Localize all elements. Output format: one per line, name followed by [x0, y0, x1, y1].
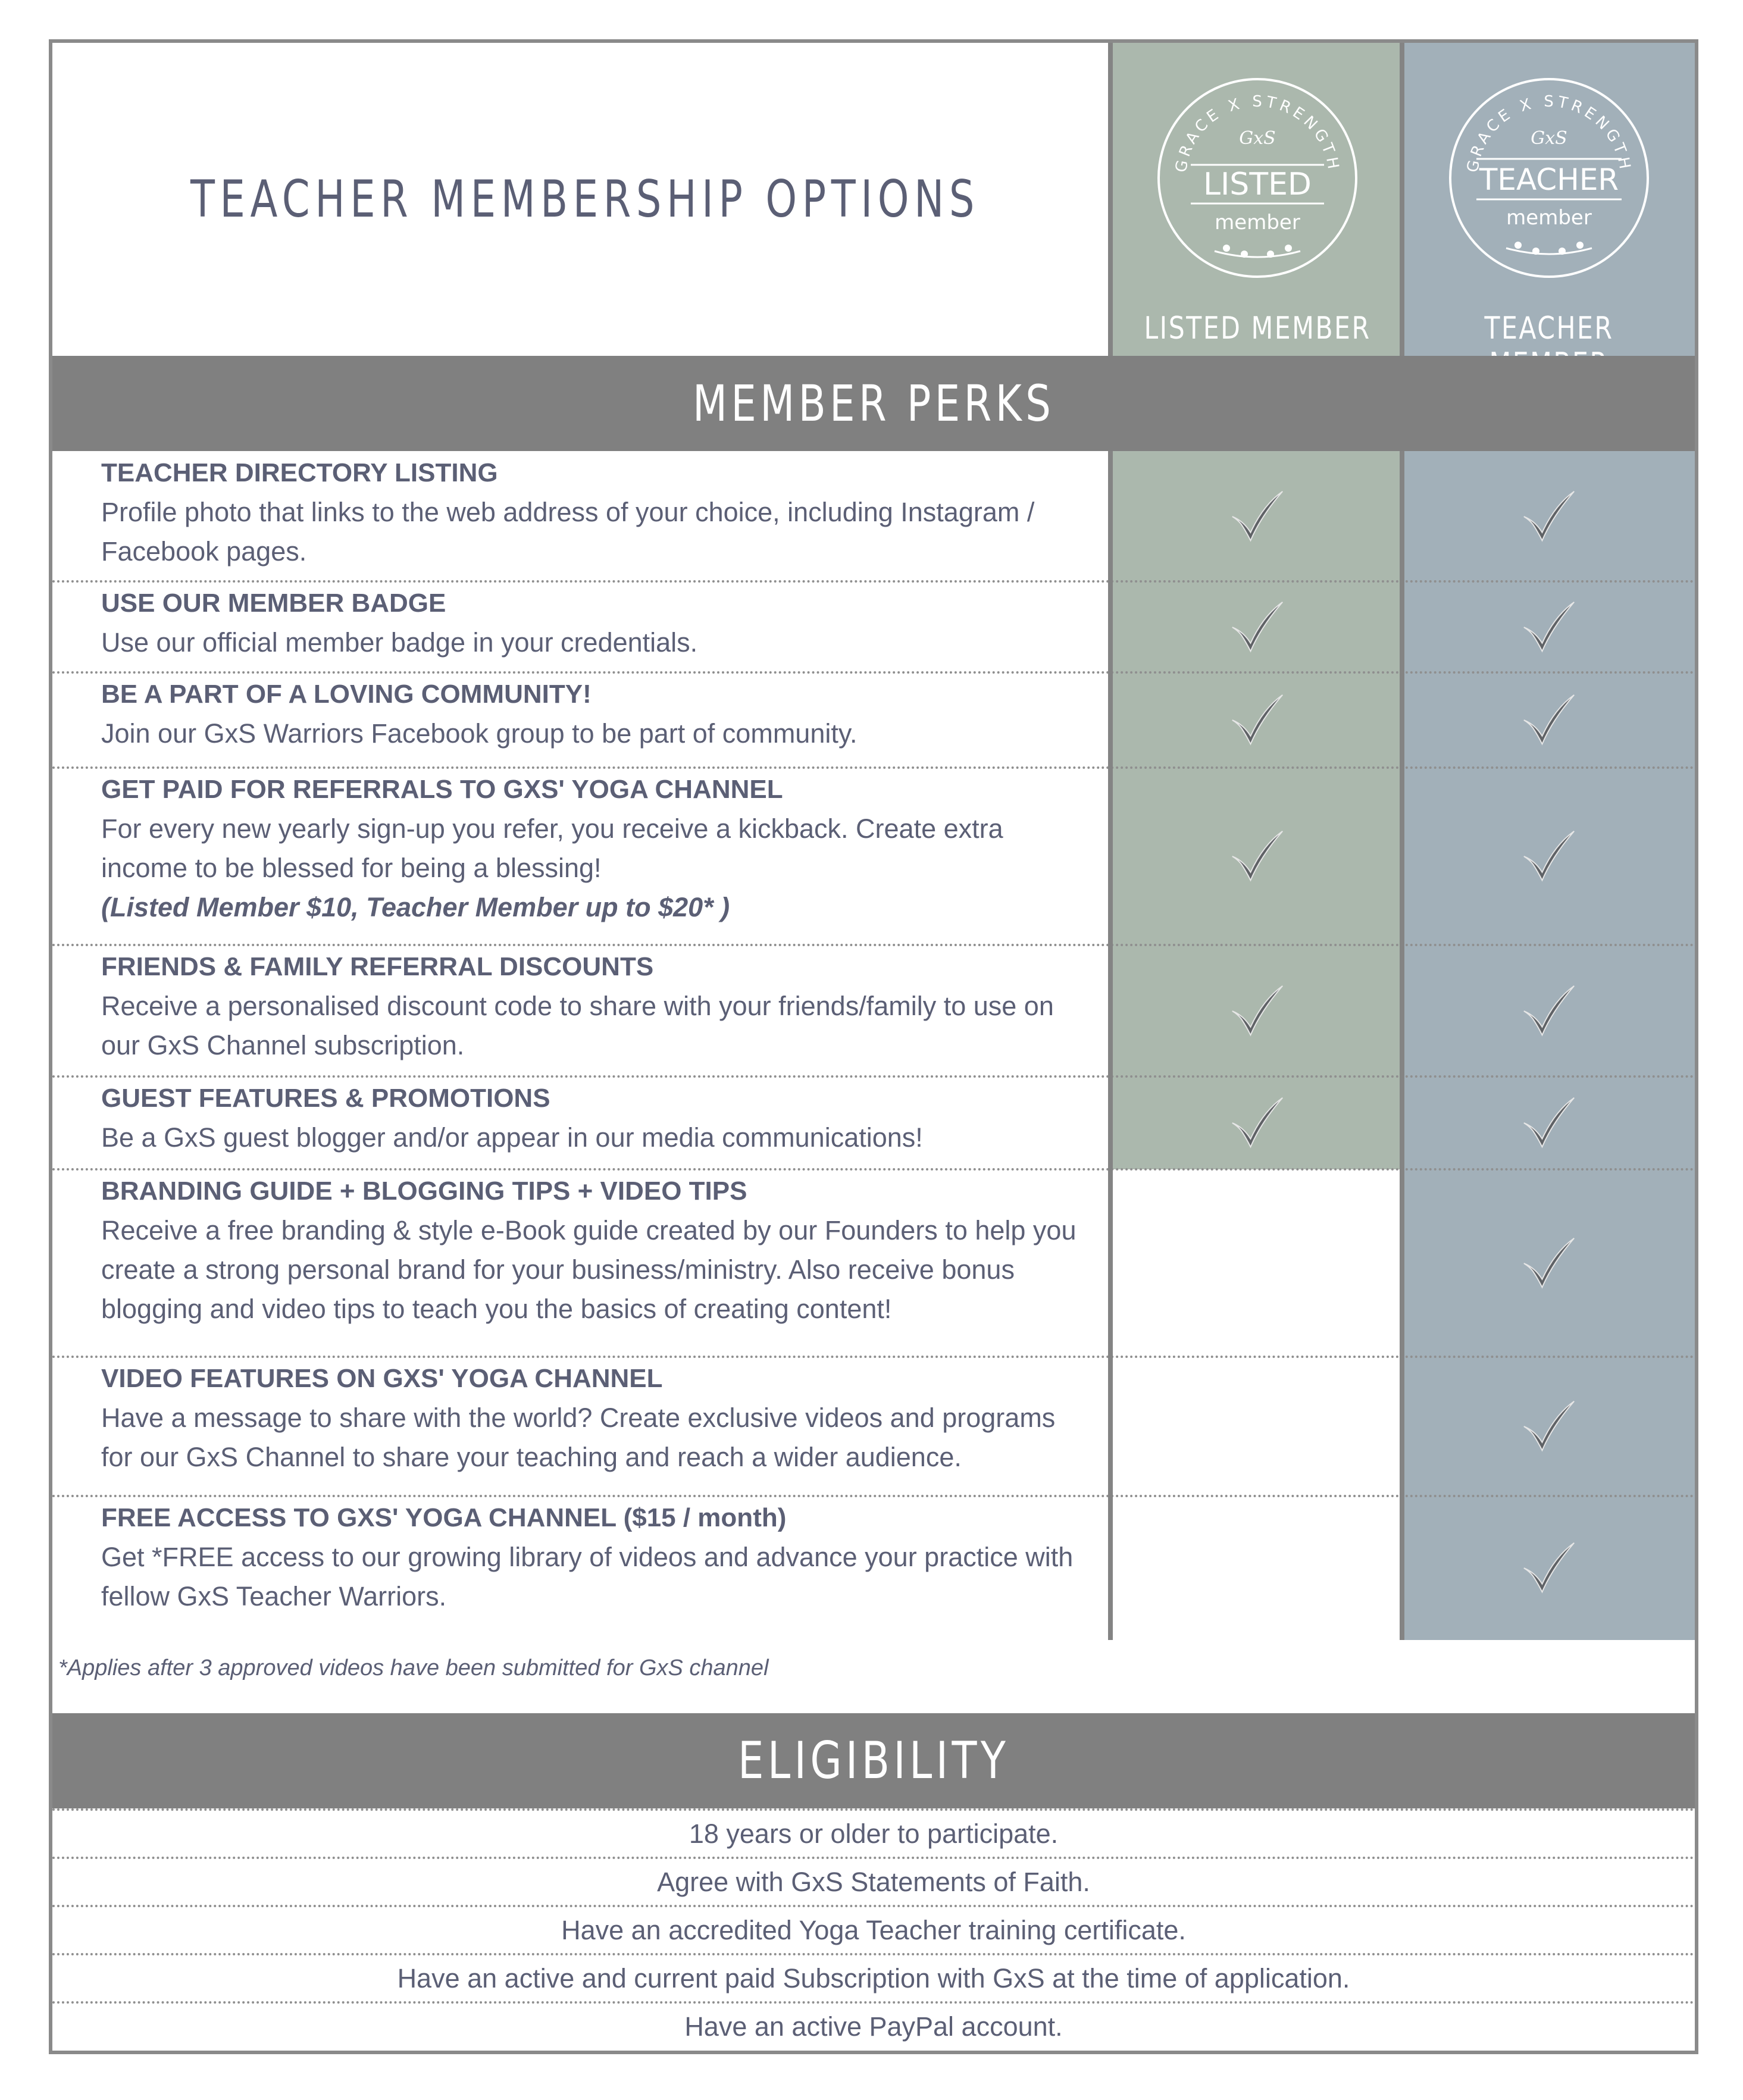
perk-text-line: Get *FREE access to our growing library of videos and advance your practice with — [101, 1542, 1074, 1572]
perk-title: FREE ACCESS TO GXS' YOGA CHANNEL ($15 / month) — [101, 1503, 787, 1532]
teacher-member-cell — [1403, 768, 1695, 945]
perk-text-line: Use our official member badge in your credentials. — [101, 627, 698, 658]
perk-description — [101, 1172, 1113, 1329]
listed-member-cell — [1112, 581, 1403, 672]
perk-title: FRIENDS & FAMILY REFERRAL DISCOUNTS — [101, 952, 654, 981]
listed-member-cell — [1112, 1357, 1403, 1496]
svg-text:GxS: GxS — [1239, 128, 1276, 149]
listed-member-cell — [1112, 945, 1403, 1076]
check-icon — [1229, 828, 1286, 885]
perk-description — [101, 1359, 1113, 1477]
check-icon — [1520, 1398, 1578, 1455]
perk-title: GUEST FEATURES & PROMOTIONS — [101, 1084, 550, 1113]
check-icon — [1520, 1539, 1578, 1597]
perk-text-line: fellow GxS Teacher Warriors. — [101, 1581, 447, 1611]
row-divider — [52, 671, 1695, 674]
perk-row — [52, 672, 1695, 768]
teacher-member-cell — [1403, 672, 1695, 768]
perk-row — [52, 581, 1695, 672]
perk-title: USE OUR MEMBER BADGE — [101, 589, 446, 618]
perk-title: VIDEO FEATURES ON GXS' YOGA CHANNEL — [101, 1364, 663, 1393]
teacher-member-cell — [1403, 581, 1695, 672]
svg-text:LISTED: LISTED — [1203, 167, 1312, 202]
teacher-member-cell — [1403, 1169, 1695, 1357]
perk-row — [52, 451, 1695, 581]
listed-member-badge-logo — [1155, 76, 1360, 280]
listed-member-cell — [1112, 1076, 1403, 1169]
row-divider — [52, 766, 1695, 769]
perk-title: TEACHER DIRECTORY LISTING — [101, 458, 498, 487]
perk-text-line: Have a message to share with the world? Create exclusive videos and programs — [101, 1403, 1056, 1433]
row-divider — [52, 1495, 1695, 1497]
perk-text-line: For every new yearly sign-up you refer, you receive a kickback. Create extra — [101, 813, 1003, 844]
perk-text-line: create a strong personal brand for your business/ministry. Also receive bonus — [101, 1254, 1015, 1285]
perk-row — [52, 768, 1695, 945]
check-icon — [1229, 599, 1286, 656]
teacher-member-cell — [1403, 1076, 1695, 1169]
perk-text-line: Facebook pages. — [101, 536, 307, 567]
perk-text-line: our GxS Channel subscription. — [101, 1030, 465, 1060]
perk-description — [101, 584, 1113, 662]
perk-text-line: for our GxS Channel to share your teaching and reach a wider audience. — [101, 1442, 962, 1472]
perk-note: (Listed Member $10, Teacher Member up to $20* ) — [101, 892, 730, 922]
perk-text-line: Receive a personalised discount code to share with your friends/family to use on — [101, 991, 1054, 1021]
perk-description — [101, 947, 1113, 1065]
eligibility-item: Have an active PayPal account. — [684, 2011, 1063, 2042]
teacher-member-column-label: TEACHER — [1484, 311, 1614, 346]
listed-member-cell — [1112, 672, 1403, 768]
eligibility-item: Agree with GxS Statements of Faith. — [657, 1867, 1090, 1897]
row-divider — [52, 1168, 1695, 1171]
perk-text-line: Profile photo that links to the web address of your choice, including Instagram / — [101, 497, 1035, 527]
svg-text:member: member — [1215, 211, 1300, 234]
svg-text:GRACE X STRENGTH: GRACE X STRENGTH — [1172, 92, 1343, 174]
perk-text-line: Be a GxS guest blogger and/or appear in our media communications! — [101, 1122, 923, 1153]
listed-member-header — [1112, 43, 1403, 356]
footnote: *Applies after 3 approved videos have been submitted for GxS channel — [58, 1655, 769, 1680]
eligibility-item: 18 years or older to participate. — [689, 1819, 1059, 1849]
check-icon — [1520, 488, 1578, 545]
row-divider — [52, 944, 1695, 946]
perk-title: GET PAID FOR REFERRALS TO GXS' YOGA CHANNEL — [101, 775, 783, 804]
listed-member-cell — [1112, 768, 1403, 945]
teacher-member-badge-logo — [1447, 76, 1651, 280]
teacher-member-cell — [1403, 451, 1695, 581]
member-perks-heading: MEMBER PERKS — [52, 356, 1695, 451]
perk-description — [101, 453, 1113, 571]
teacher-member-cell — [1403, 1496, 1695, 1640]
svg-text:member: member — [1506, 206, 1592, 230]
eligibility-item: Have an accredited Yoga Teacher training certificate. — [561, 1915, 1186, 1945]
svg-text:TEACHER: TEACHER — [1479, 162, 1619, 197]
membership-table — [49, 39, 1698, 2054]
listed-member-cell — [1112, 1169, 1403, 1357]
perk-title: BRANDING GUIDE + BLOGGING TIPS + VIDEO TIPS — [101, 1176, 747, 1206]
perk-text-line: Join our GxS Warriors Facebook group to be part of community. — [101, 718, 858, 749]
perk-description — [101, 1498, 1113, 1616]
column-separator — [1400, 451, 1404, 1640]
column-separator — [1108, 451, 1113, 1640]
teacher-member-cell — [1403, 1357, 1695, 1496]
perk-description — [101, 1079, 1113, 1157]
perk-row — [52, 1496, 1695, 1640]
teacher-member-cell — [1403, 945, 1695, 1076]
check-icon — [1520, 691, 1578, 749]
row-divider — [52, 1075, 1695, 1078]
teacher-member-header — [1403, 43, 1695, 356]
perk-description — [101, 770, 1113, 927]
perk-title: BE A PART OF A LOVING COMMUNITY! — [101, 680, 592, 709]
check-icon — [1520, 828, 1578, 885]
column-separator — [1108, 43, 1113, 356]
svg-text:GxS: GxS — [1531, 128, 1567, 149]
column-separator — [1400, 43, 1404, 356]
check-icon — [1520, 599, 1578, 656]
perk-description — [101, 675, 1113, 753]
check-icon — [1520, 1235, 1578, 1292]
perk-row — [52, 1076, 1695, 1169]
svg-text:GRACE X STRENGTH: GRACE X STRENGTH — [1463, 92, 1635, 174]
check-icon — [1229, 691, 1286, 749]
perk-row — [52, 1169, 1695, 1357]
listed-member-cell — [1112, 451, 1403, 581]
check-icon — [1229, 982, 1286, 1040]
listed-member-column-label: LISTED MEMBER — [1144, 311, 1371, 346]
perk-row — [52, 945, 1695, 1076]
row-divider — [52, 1356, 1695, 1358]
check-icon — [1229, 488, 1286, 545]
eligibility-heading: ELIGIBILITY — [52, 1713, 1695, 1808]
check-icon — [1520, 982, 1578, 1040]
eligibility-item: Have an active and current paid Subscription with GxS at the time of application. — [397, 1963, 1350, 1993]
row-divider — [52, 580, 1695, 583]
perk-text-line: blogging and video tips to teach you the basics of creating content! — [101, 1294, 892, 1324]
check-icon — [1229, 1094, 1286, 1151]
page-title: TEACHER MEMBERSHIP OPTIONS — [190, 170, 980, 229]
perk-text-line: Receive a free branding & style e-Book guide created by our Founders to help you — [101, 1215, 1077, 1245]
listed-member-cell — [1112, 1496, 1403, 1640]
perk-row — [52, 1357, 1695, 1496]
check-icon — [1520, 1094, 1578, 1151]
perk-text-line: income to be blessed for being a blessing! — [101, 853, 602, 883]
